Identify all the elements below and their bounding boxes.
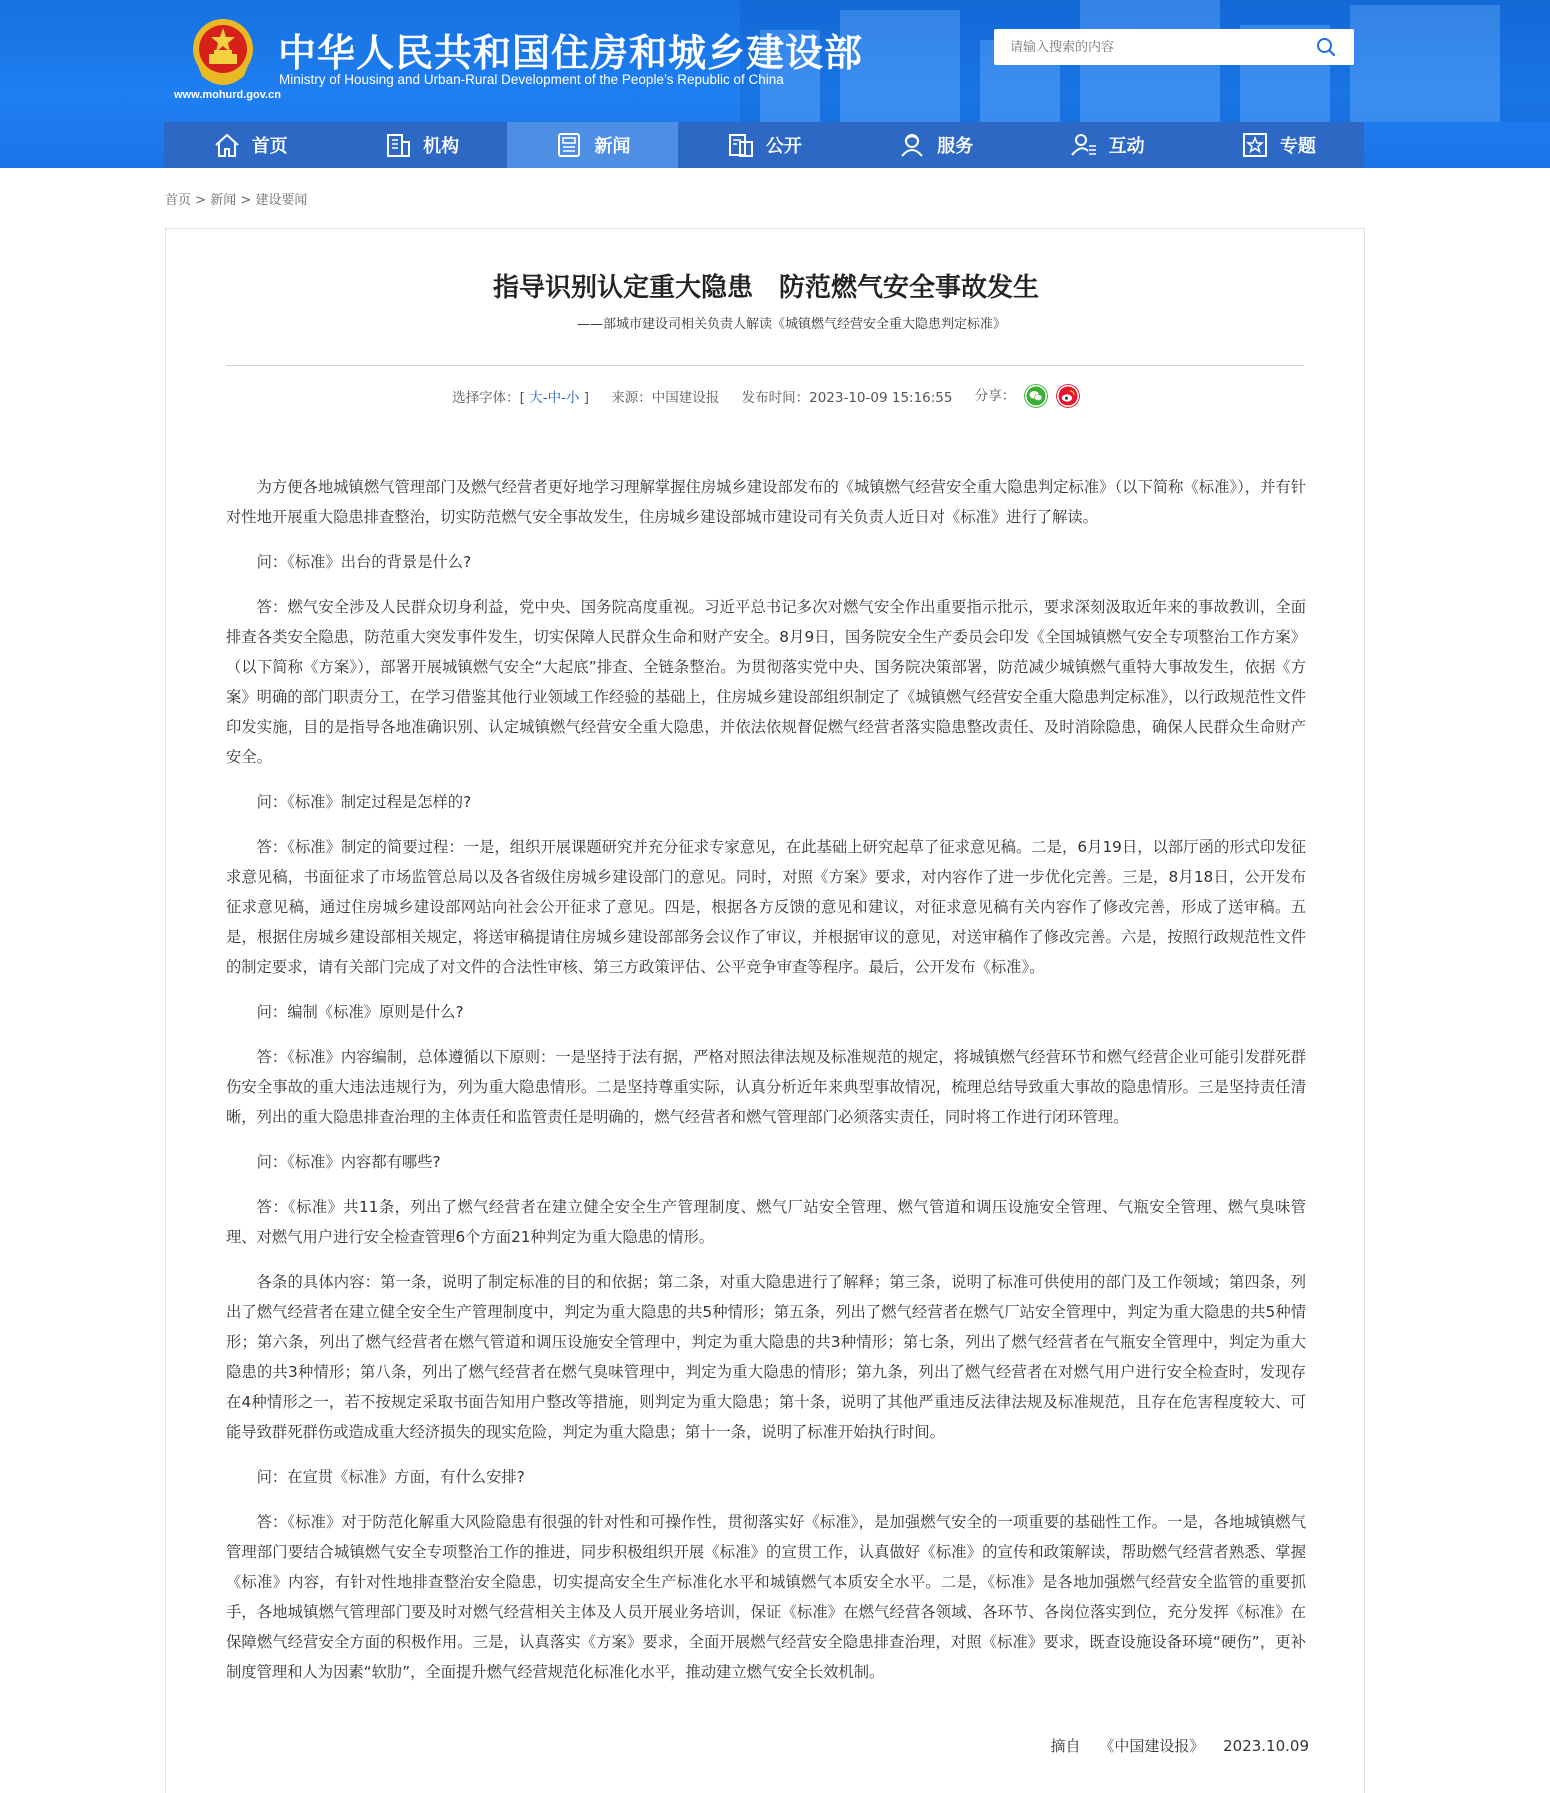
article-paragraph: 为方便各地城镇燃气管理部门及燃气经营者更好地学习理解掌握住房城乡建设部发布的《城镇燃气经营安全重大隐患判定标准》（以下简称《标准》），并有针对性地开展重大隐患排查整治，切实防范燃气安全事故发生，住房城乡建设部城市建设司有关负责人近日对《标准》进行了解读。 — [226, 478, 1306, 526]
breadcrumb-news[interactable]: 新闻 — [210, 193, 237, 208]
breadcrumb — [165, 189, 307, 208]
nav-label: 首页 — [251, 136, 288, 157]
nav-label: 专题 — [1280, 136, 1317, 157]
nav-label: 服务 — [937, 136, 974, 157]
title-divider — [226, 365, 1304, 366]
search-box — [994, 29, 1354, 65]
nav-item-org[interactable] — [335, 122, 506, 168]
share-label: 分享： — [974, 388, 1016, 404]
article-container — [165, 228, 1365, 1793]
building-icon — [383, 130, 413, 160]
nav-item-home[interactable] — [164, 122, 335, 168]
nav-item-topic[interactable] — [1192, 122, 1363, 168]
national-emblem-icon — [190, 16, 256, 88]
publish-time: 发布时间：2023-10-09 15:16:55 — [741, 390, 953, 406]
article-footer-source — [1037, 1735, 1309, 1756]
topic-icon — [1240, 130, 1270, 160]
site-title: 中华人民共和国住房和城乡建设部 — [278, 31, 864, 75]
document-icon — [726, 130, 756, 160]
article-paragraph: 答：燃气安全涉及人民群众切身利益，党中央、国务院高度重视。习近平总书记多次对燃气安全作出重要指示批示，要求深刻汲取近年来的事故教训，全面排查各类安全隐患，防范重大突发事件发生，切实保障人民群众生命和财产安全。8月9日，国务院安全生产委员会印发《全国城镇燃气安全专项整治工作方案》（以下简称《方案》），部署开展城镇燃气安全“大起底”排查、全链条整治。为贯彻落实党中央、国务院决策部署，防范减少城镇燃气重特大事故发生，依据《方案》明确的部门职责分工，在学习借鉴其他行业领域工作经验的基础上，住房城乡建设部组织制定了《城镇燃气经营安全重大隐患判定标准》，以行政规范性文件印发实施，目的是指导各地准确识别、认定城镇燃气经营安全重大隐患，并依法依规督促燃气经营者落实隐患整改责任、及时消除隐患，确保人民群众生命财产安全。 — [226, 598, 1306, 766]
nav-label: 公开 — [765, 136, 802, 157]
article-question: 问：《标准》出台的背景是什么? — [256, 553, 472, 571]
breadcrumb-separator: > — [195, 193, 207, 208]
home-icon — [212, 130, 242, 160]
nav-item-public[interactable] — [678, 122, 849, 168]
article-paragraph: 答：《标准》内容编制，总体遵循以下原则：一是坚持于法有据，严格对照法律法规及标准规范的规定，将城镇燃气经营环节和燃气经营企业可能引发群死群伤安全事故的重大违法违规行为，列为重大隐患情形。二是坚持尊重实际，认真分析近年来典型事故情况，梳理总结导致重大事故的隐患情形。三是坚持责任清晰，列出的重大隐患排查治理的主体责任和监管责任是明确的，燃气经营者和燃气管理部门必须落实责任，同时将工作进行闭环管理。 — [226, 1048, 1306, 1126]
article-paragraph: 答：《标准》制定的简要过程：一是，组织开展课题研究并充分征求专家意见，在此基础上研究起草了征求意见稿。二是，6月19日，以部厅函的形式印发征求意见稿，书面征求了市场监管总局以及各省级住房城乡建设部门的意见。同时，对照《方案》要求，对内容作了进一步优化完善。三是，8月18日，公开发布征求意见稿，通过住房城乡建设部网站向社会公开征求了意见。四是，根据各方反馈的意见和建议，对征求意见稿有关内容作了修改完善，形成了送审稿。五是，根据住房城乡建设部相关规定，将送审稿提请住房城乡建设部部务会议作了审议，并根据审议的意见，对送审稿作了修改完善。六是，按照行政规范性文件的制定要求，请有关部门完成了对文件的合法性审核、第三方政策评估、公平竞争审查等程序。最后，公开发布《标准》。 — [226, 838, 1306, 976]
interaction-icon — [1069, 130, 1099, 160]
font-size-medium[interactable]: 中 — [547, 390, 562, 406]
site-url: www.mohurd.gov.cn — [174, 89, 281, 101]
nav-label: 机构 — [423, 136, 460, 157]
article-title: 指导识别认定重大隐患 防范燃气安全事故发生 — [492, 273, 1039, 303]
weibo-share-icon[interactable] — [1056, 384, 1080, 408]
site-header — [0, 0, 1550, 168]
article-meta — [166, 384, 1366, 408]
article-question: 问：编制《标准》原则是什么? — [256, 1003, 464, 1021]
service-icon — [897, 130, 927, 160]
article-question: 问：在宣贯《标准》方面，有什么安排? — [256, 1468, 525, 1486]
article-paragraph: 答：《标准》对于防范化解重大风险隐患有很强的针对性和可操作性，贯彻落实好《标准》，是加强燃气安全的一项重要的基础性工作。一是，各地城镇燃气管理部门要结合城镇燃气安全专项整治工作的推进，同步积极组织开展《标准》的宣贯工作，认真做好《标准》的宣传和政策解读，帮助燃气经营者熟悉、掌握《标准》内容，有针对性地排查整治安全隐患，切实提高安全生产标准化水平和城镇燃气本质安全水平。二是，《标准》是各地加强燃气经营安全监管的重要抓手，各地城镇燃气管理部门要及时对燃气经营相关主体及人员开展业务培训，保证《标准》在燃气经营各领域、各环节、各岗位落实到位，充分发挥《标准》在保障燃气经营安全方面的积极作用。三是，认真落实《方案》要求，全面开展燃气经营安全隐患排查治理，对照《标准》要求，既查设施设备环境“硬伤”，更补制度管理和人为因素“软肋”，全面提升燃气经营规范化标准化水平，推动建立燃气安全长效机制。 — [226, 1513, 1306, 1681]
source-date: 2023.10.09 — [1223, 1737, 1309, 1755]
article-body — [226, 472, 1306, 1702]
nav-label: 新闻 — [594, 136, 631, 157]
main-nav — [164, 122, 1364, 168]
article-paragraph: 各条的具体内容：第一条，说明了制定标准的目的和依据；第二条，对重大隐患进行了解释；第三条，说明了标准可供使用的部门及工作领域；第四条，列出了燃气经营者在建立健全安全生产管理制度中，判定为重大隐患的共5种情形；第五条，列出了燃气经营者在燃气厂站安全管理中，判定为重大隐患的共5种情形；第六条，列出了燃气经营者在燃气管道和调压设施安全管理中，判定为重大隐患的共3种情形；第七条，列出了燃气经营者在气瓶安全管理中，判定为重大隐患的共3种情形；第八条，列出了燃气经营者在燃气臭味管理中，判定为重大隐患的情形；第九条，列出了燃气经营者在对燃气用户进行安全检查时，发现存在4种情形之一，若不按规定采取书面告知用户整改等措施，则判定为重大隐患；第十条，说明了其他严重违反法律法规及标准规范，且存在危害程度较大、可能导致群死群伤或造成重大经济损失的现实危险，判定为重大隐患；第十一条，说明了标准开始执行时间。 — [226, 1273, 1306, 1441]
search-input[interactable] — [994, 29, 1304, 65]
article-question: 问：《标准》制定过程是怎样的? — [256, 793, 472, 811]
site-subtitle-en: Ministry of Housing and Urban-Rural Development of the People’s Republic of China — [279, 72, 784, 87]
article-source: 来源：中国建设报 — [611, 390, 720, 406]
font-size-selector: 选择字体：[ 大-中-小 ] — [452, 390, 590, 406]
nav-item-service[interactable] — [850, 122, 1021, 168]
article-question: 问：《标准》内容都有哪些? — [256, 1153, 441, 1171]
nav-label: 互动 — [1108, 136, 1145, 157]
source-paper: 《中国建设报》 — [1099, 1737, 1205, 1755]
breadcrumb-separator: > — [240, 193, 252, 208]
nav-item-news[interactable] — [507, 122, 678, 168]
font-selector-close: ] — [583, 390, 590, 406]
font-size-large[interactable]: 大 — [529, 390, 543, 406]
excerpt-label: 摘自 — [1050, 1737, 1081, 1755]
share-group — [975, 384, 1080, 408]
news-icon — [554, 130, 584, 160]
wechat-share-icon[interactable] — [1024, 384, 1048, 408]
article-paragraph: 答：《标准》共11条，列出了燃气经营者在建立健全安全生产管理制度、燃气厂站安全管理、燃气管道和调压设施安全管理、气瓶安全管理、燃气臭味管理、对燃气用户进行安全检查管理6个方面21种判定为重大隐患的情形。 — [226, 1198, 1306, 1246]
font-selector-label: 选择字体：[ — [452, 390, 525, 406]
nav-item-interaction[interactable] — [1021, 122, 1192, 168]
breadcrumb-home[interactable]: 首页 — [165, 193, 192, 208]
breadcrumb-current[interactable]: 建设要闻 — [255, 193, 308, 208]
article-subtitle: ——部城市建设司相关负责人解读《城镇燃气经营安全重大隐患判定标准》 — [576, 317, 1006, 332]
font-size-small[interactable]: 小 — [565, 390, 580, 406]
search-icon[interactable] — [1316, 37, 1336, 57]
